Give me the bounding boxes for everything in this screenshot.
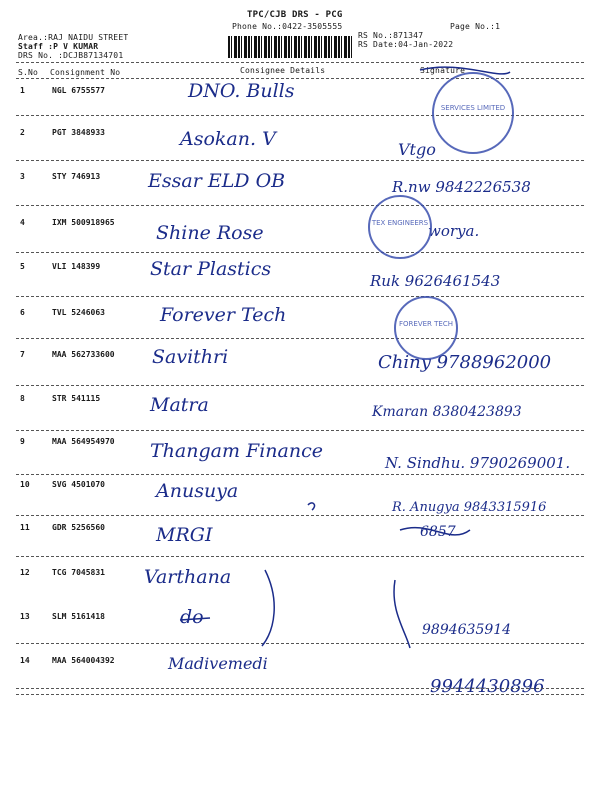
row-sno: 8 <box>20 394 25 403</box>
row-consignee: Shine Rose <box>156 222 264 244</box>
row-signature: N. Sindhu. 9790269001. <box>385 454 571 472</box>
row-consignee: DNO. Bulls <box>188 80 295 102</box>
row-consignment: IXM 500918965 <box>52 218 115 227</box>
row-sno: 4 <box>20 218 25 227</box>
barcode <box>228 36 352 58</box>
row-consignee: Madivemedi <box>168 654 268 673</box>
row-sno: 2 <box>20 128 25 137</box>
row-consignee: Essar ELD OB <box>148 170 286 192</box>
stamp-text: TEX ENGINEERS <box>371 219 429 227</box>
row-consignment: MAA 564954970 <box>52 437 115 446</box>
row-consignee: Anusuya <box>156 480 239 502</box>
row-sno: 12 <box>20 568 30 577</box>
row-consignment: TCG 7045831 <box>52 568 105 577</box>
row-sno: 10 <box>20 480 30 489</box>
header-divider <box>16 62 584 63</box>
row-divider <box>16 430 584 431</box>
page-number: Page No.:1 <box>450 22 501 31</box>
row-signature: Kmaran 8380423893 <box>372 404 522 420</box>
row-consignee: MRGI <box>156 524 213 546</box>
row-divider <box>16 338 584 339</box>
row-signature: R.nw 9842226538 <box>392 178 531 196</box>
rs-number: RS No.:871347 <box>358 31 424 40</box>
row-consignment: SVG 4501070 <box>52 480 105 489</box>
company-stamp <box>432 72 514 154</box>
row-sno: 1 <box>20 86 25 95</box>
doc-title: TPC/CJB DRS - PCG <box>247 10 343 20</box>
row-divider <box>16 556 584 557</box>
row-divider <box>16 688 584 689</box>
row-sno: 13 <box>20 612 30 621</box>
row-signature: 6857 <box>420 524 456 540</box>
row-consignment: STY 746913 <box>52 172 101 181</box>
row-consignee: Forever Tech <box>160 304 287 326</box>
stamp-text: SERVICES LIMITED <box>440 104 506 112</box>
company-stamp <box>394 296 458 360</box>
row-consignee: Savithri <box>152 346 229 368</box>
row-divider <box>16 474 584 475</box>
row-consignment: MAA 564004392 <box>52 656 115 665</box>
row-signature: worya. <box>428 222 480 240</box>
row-signature: 9944430896 <box>430 676 545 697</box>
row-consignment: SLM 5161418 <box>52 612 105 621</box>
row-signature: 9894635914 <box>422 622 512 638</box>
rs-date: RS Date:04-Jan-2022 <box>358 40 454 49</box>
row-consignee: Asokan. V <box>180 128 276 150</box>
row-divider <box>16 252 584 253</box>
row-consignee: Matra <box>150 394 209 416</box>
row-consignment: MAA 562733600 <box>52 350 115 359</box>
row-sno: 6 <box>20 308 25 317</box>
columns-divider <box>16 78 584 79</box>
row-signature: Chiny 9788962000 <box>378 352 552 373</box>
row-sno: 3 <box>20 172 25 181</box>
row-sno: 14 <box>20 656 30 665</box>
col-sno: S.No <box>18 68 39 77</box>
row-divider <box>16 205 584 206</box>
row-consignment: TVL 5246063 <box>52 308 105 317</box>
row-consignment: STR 541115 <box>52 394 101 403</box>
row-divider <box>16 643 584 644</box>
row-consignee: Star Plastics <box>150 258 272 280</box>
row-sno: 7 <box>20 350 25 359</box>
bottom-divider <box>16 694 584 695</box>
row-consignee: Thangam Finance <box>150 440 323 462</box>
row-consignment: GDR 5256560 <box>52 523 105 532</box>
phone-number: Phone No.:0422-3505555 <box>232 22 343 31</box>
row-divider <box>16 515 584 516</box>
company-stamp <box>368 195 432 259</box>
row-divider <box>16 385 584 386</box>
drs-number: DRS No. :DCJB87134701 <box>18 51 124 60</box>
stamp-text: FOREVER TECH <box>399 320 453 328</box>
row-sno: 11 <box>20 523 30 532</box>
row-consignee: Varthana <box>144 566 232 588</box>
staff: Staff :P V KUMAR <box>18 42 99 51</box>
row-signature: Vtgo <box>398 140 436 159</box>
row-divider <box>16 296 584 297</box>
row-consignee: do <box>180 606 204 628</box>
row-signature: R. Anugya 9843315916 <box>392 500 547 515</box>
area: Area.:RAJ NAIDU STREET <box>18 33 129 42</box>
col-consignment: Consignment No <box>50 68 121 77</box>
col-consignee: Consignee Details <box>240 66 326 75</box>
row-signature: Ruk 9626461543 <box>370 272 501 290</box>
row-divider <box>16 160 584 161</box>
row-consignment: VLI 148399 <box>52 262 101 271</box>
col-signature: Signature <box>420 66 466 75</box>
row-consignment: PGT 3848933 <box>52 128 105 137</box>
row-sno: 9 <box>20 437 25 446</box>
row-consignment: NGL 6755577 <box>52 86 105 95</box>
row-sno: 5 <box>20 262 25 271</box>
